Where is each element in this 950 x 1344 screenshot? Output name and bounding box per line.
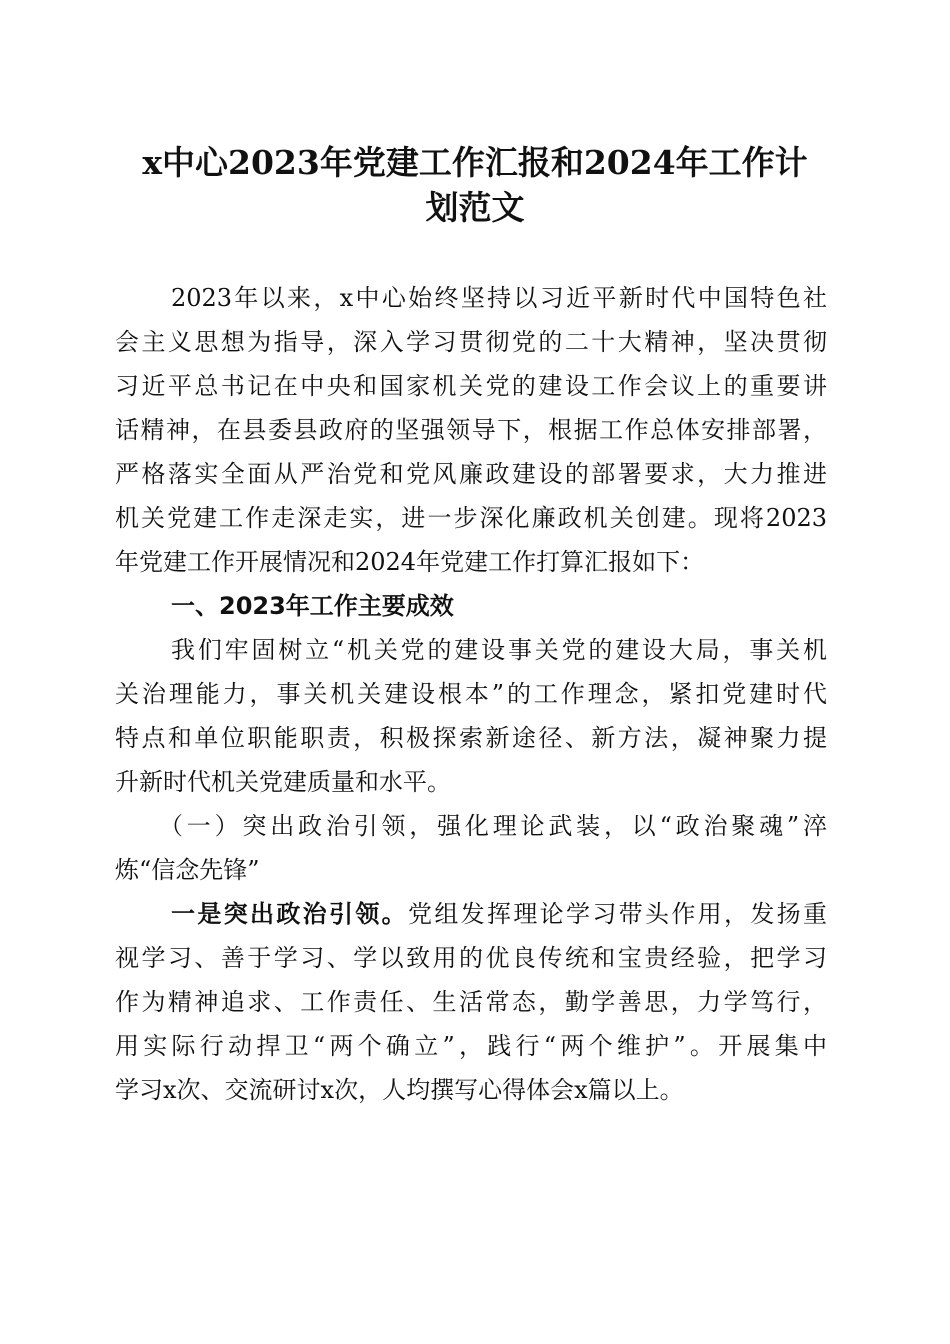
title-line: 划范文 <box>425 188 525 227</box>
subsection-heading <box>115 804 827 892</box>
text-line: 视学习、善于学习、学以致用的优良传统和宝贵经验，把学习 <box>115 944 827 972</box>
document-body <box>115 276 827 1112</box>
text-line: 用实际行动捍卫“两个确立”，践行“两个维护”。开展集中 <box>115 1032 827 1060</box>
text-line: （一）突出政治引领，强化理论武装，以“政治聚魂”淬 <box>159 812 827 840</box>
text-line: 学习x次、交流研讨x次，人均撰写心得体会x篇以上。 <box>115 1076 684 1104</box>
lead-phrase: 一是突出政治引领。 <box>171 899 408 928</box>
text-line: 话精神，在县委县政府的坚强领导下，根据工作总体安排部署， <box>115 416 827 444</box>
text-line: 我们牢固树立“机关党的建设事关党的建设大局，事关机 <box>171 636 827 664</box>
title-line: x中心2023年党建工作汇报和2024年工作计 <box>142 143 808 182</box>
text-line: 严格落实全面从严治党和党风廉政建设的部署要求，大力推进 <box>115 460 827 488</box>
text-line: 作为精神追求、工作责任、生活常态，勤学善思，力学笃行， <box>115 988 827 1016</box>
text-line: 2023年以来，x中心始终坚持以习近平新时代中国特色社 <box>171 284 827 312</box>
section-heading: 一、2023年工作主要成效 <box>171 592 454 620</box>
text-line: 习近平总书记在中央和国家机关党的建设工作会议上的重要讲 <box>115 372 827 400</box>
text-line: 特点和单位职能职责，积极探索新途径、新方法，凝神聚力提 <box>115 724 827 752</box>
intro-paragraph <box>115 276 827 584</box>
text-line: 炼“信念先锋” <box>115 856 260 884</box>
paragraph <box>115 892 827 1112</box>
text-line-rest: 党组发挥理论学习带头作用，发扬重 <box>408 900 827 928</box>
text-line: 关治理能力，事关机关建设根本”的工作理念，紧扣党建时代 <box>115 680 827 708</box>
text-line <box>115 892 827 936</box>
text-line: 年党建工作开展情况和2024年党建工作打算汇报如下： <box>115 548 705 576</box>
document-title <box>100 140 850 230</box>
paragraph <box>115 628 827 804</box>
text-line: 升新时代机关党建质量和水平。 <box>115 768 451 796</box>
text-line: 机关党建工作走深走实，进一步深化廉政机关创建。现将2023 <box>115 504 827 532</box>
text-line: 会主义思想为指导，深入学习贯彻党的二十大精神，坚决贯彻 <box>115 328 827 356</box>
